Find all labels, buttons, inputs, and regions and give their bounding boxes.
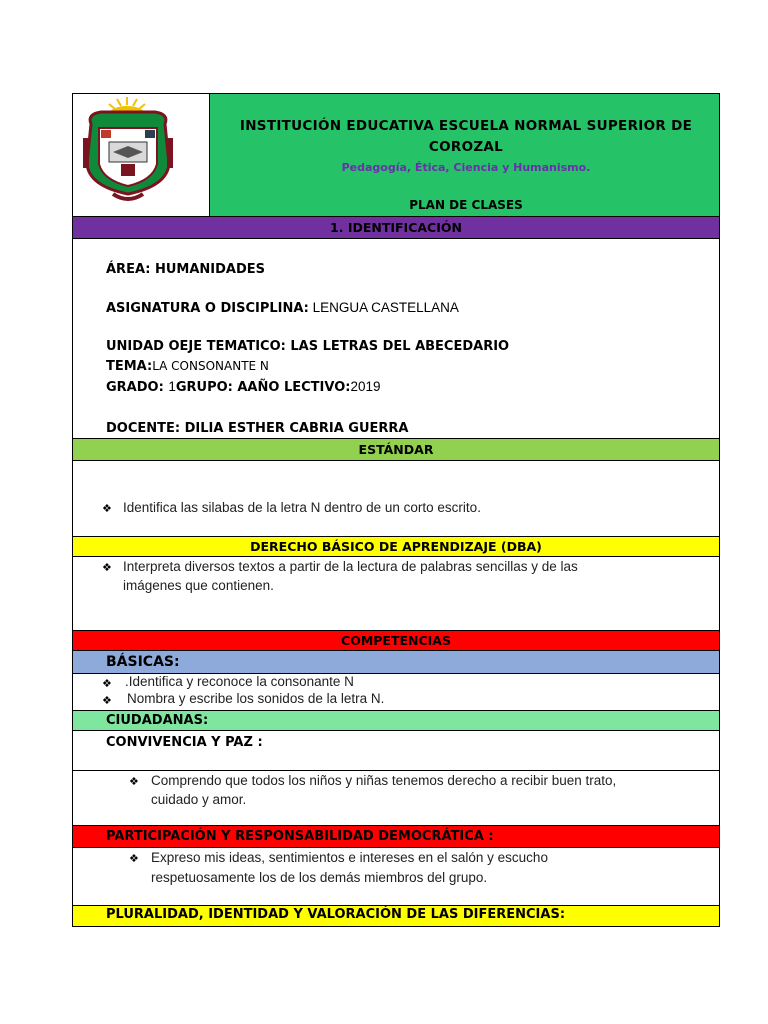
- docente-line: DOCENTE: DILIA ESTHER CABRIA GUERRA: [106, 421, 409, 436]
- grado-value: 1: [168, 379, 176, 394]
- header-row: [73, 94, 719, 217]
- participacion-heading-row: [73, 826, 719, 848]
- area-line: ÁREA: HUMANIDADES: [106, 262, 266, 277]
- bullet-icon: ❖: [102, 677, 112, 690]
- bullet-icon: ❖: [102, 694, 112, 707]
- ano-value: 2019: [350, 379, 381, 394]
- estandar-heading: ESTÁNDAR: [73, 439, 719, 461]
- identificacion-section: [73, 239, 719, 439]
- basicas-item-2: Nombra y escribe los sonidos de la letra N.: [127, 691, 385, 706]
- asignatura-line: [106, 300, 459, 316]
- bullet-icon: ❖: [102, 561, 112, 574]
- bullet-icon: ❖: [102, 502, 112, 515]
- asignatura-label: ASIGNATURA O DISCIPLINA:: [106, 301, 309, 316]
- plan-title: PLAN DE CLASES: [409, 198, 523, 212]
- dba-item-line1: Interpreta diversos textos a partir de la lectura de palabras sencillas y de las: [123, 559, 578, 574]
- convivencia-item-line1: Comprendo que todos los niños y niñas tenemos derecho a recibir buen trato,: [151, 773, 617, 788]
- ciudadanas-heading: CIUDADANAS:: [106, 713, 209, 728]
- participacion-heading: PARTICIPACIÓN Y RESPONSABILIDAD DEMOCRÁTICA :: [106, 829, 494, 844]
- tema-label: TEMA:: [106, 359, 153, 374]
- identificacion-heading: 1. IDENTIFICACIÓN: [73, 217, 719, 239]
- institution-motto: Pedagogía, Ética, Ciencia y Humanismo.: [341, 161, 591, 174]
- bullet-icon: ❖: [129, 775, 139, 788]
- ciudadanas-heading-row: [73, 711, 719, 731]
- basicas-item-1: .Identifica y reconoce la consonante N: [125, 674, 354, 689]
- participacion-item-line2: respetuosamente los de los demás miembros del grupo.: [151, 870, 488, 885]
- convivencia-item-line2: cuidado y amor.: [151, 792, 247, 807]
- estandar-item: Identifica las silabas de la letra N dentro de un corto escrito.: [123, 500, 481, 515]
- basicas-section: [73, 674, 719, 711]
- grado-label: GRADO:: [106, 380, 169, 395]
- unidad-line: UNIDAD OEJE TEMATICO: LAS LETRAS DEL ABECEDARIO: [106, 339, 510, 354]
- lesson-plan-document: [72, 93, 720, 927]
- convivencia-section: [73, 771, 719, 826]
- pluralidad-heading: PLURALIDAD, IDENTIDAD Y VALORACIÓN DE LAS DIFERENCIAS:: [106, 907, 566, 922]
- bullet-icon: ❖: [129, 852, 139, 865]
- basicas-heading-row: [73, 651, 719, 674]
- estandar-section: [73, 461, 719, 537]
- convivencia-heading: CONVIVENCIA Y PAZ :: [106, 735, 263, 750]
- school-crest-icon: [73, 94, 209, 216]
- grupo-label: GRUPO: AAÑO LECTIVO:: [175, 380, 351, 395]
- participacion-item-line1: Expreso mis ideas, sentimientos e intereses en el salón y escucho: [151, 850, 548, 865]
- participacion-section: [73, 848, 719, 906]
- pluralidad-heading-row: [73, 906, 719, 926]
- school-crest-cell: [73, 94, 210, 216]
- dba-heading: DERECHO BÁSICO DE APRENDIZAJE (DBA): [73, 537, 719, 557]
- dba-item-line2: imágenes que contienen.: [123, 578, 274, 593]
- basicas-heading: BÁSICAS:: [106, 654, 180, 670]
- competencias-heading: COMPETENCIAS: [73, 631, 719, 651]
- grado-line: [106, 379, 381, 395]
- dba-section: [73, 557, 719, 631]
- convivencia-heading-row: [73, 731, 719, 771]
- asignatura-value: LENGUA CASTELLANA: [308, 300, 459, 315]
- tema-line: [106, 359, 269, 374]
- institution-title: INSTITUCIÓN EDUCATIVA ESCUELA NORMAL SUPERIOR DE COROZAL: [239, 118, 693, 155]
- tema-value: LA CONSONANTE N: [152, 359, 269, 373]
